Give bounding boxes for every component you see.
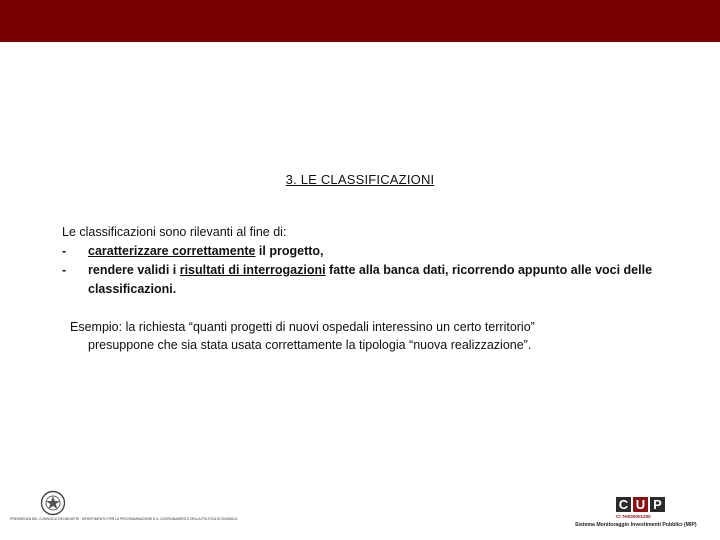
slide-body — [62, 223, 662, 354]
example-paragraph — [62, 318, 662, 354]
bullet-text: il progetto, — [255, 244, 324, 258]
emblem-icon — [40, 490, 66, 516]
example-line-2: presuppone che sia stata usata correttamente la tipologia “nuova realizzazione”. — [88, 338, 532, 352]
bullet-dash: - — [62, 263, 67, 277]
government-logo-text: PRESIDENZA DEL CONSIGLIO DEI MINISTRI · DIPARTIMENTO PER LA PROGRAMMAZIONE E IL COORDINAMENTO DELLA POLITICA ECONOMICA — [10, 517, 238, 521]
cup-letter: P — [650, 497, 665, 512]
cup-letters — [616, 497, 667, 512]
bullet-underlined-text: caratterizzare correttamente — [88, 244, 256, 258]
slide-title: 3. LE CLASSIFICAZIONI — [285, 172, 435, 187]
cup-logo — [570, 492, 710, 532]
cup-letter: U — [633, 497, 648, 512]
example-line-1: Esempio: la richiesta “quanti progetti di nuovi ospedali interessino un certo territorio” — [70, 320, 535, 334]
top-banner — [0, 0, 720, 42]
cup-system-name: Sistema Monitoraggio Investimenti Pubblici (MIP) — [575, 522, 697, 528]
bullet-dash: - — [62, 244, 67, 258]
bullet-item — [62, 242, 662, 261]
cup-code: CI 7H030001200 — [616, 514, 651, 519]
bullet-underlined-text: risultati di interrogazioni — [179, 263, 326, 277]
bullet-text: fatte alla banca dati, ricorrendo appunto alle voci delle classificazioni. — [88, 263, 653, 296]
bullet-item — [62, 261, 662, 299]
bullet-text: rendere validi i — [88, 263, 180, 277]
cup-letter: C — [616, 497, 631, 512]
government-logo — [10, 490, 238, 530]
intro-text: Le classificazioni sono rilevanti al fine di: — [62, 225, 287, 239]
